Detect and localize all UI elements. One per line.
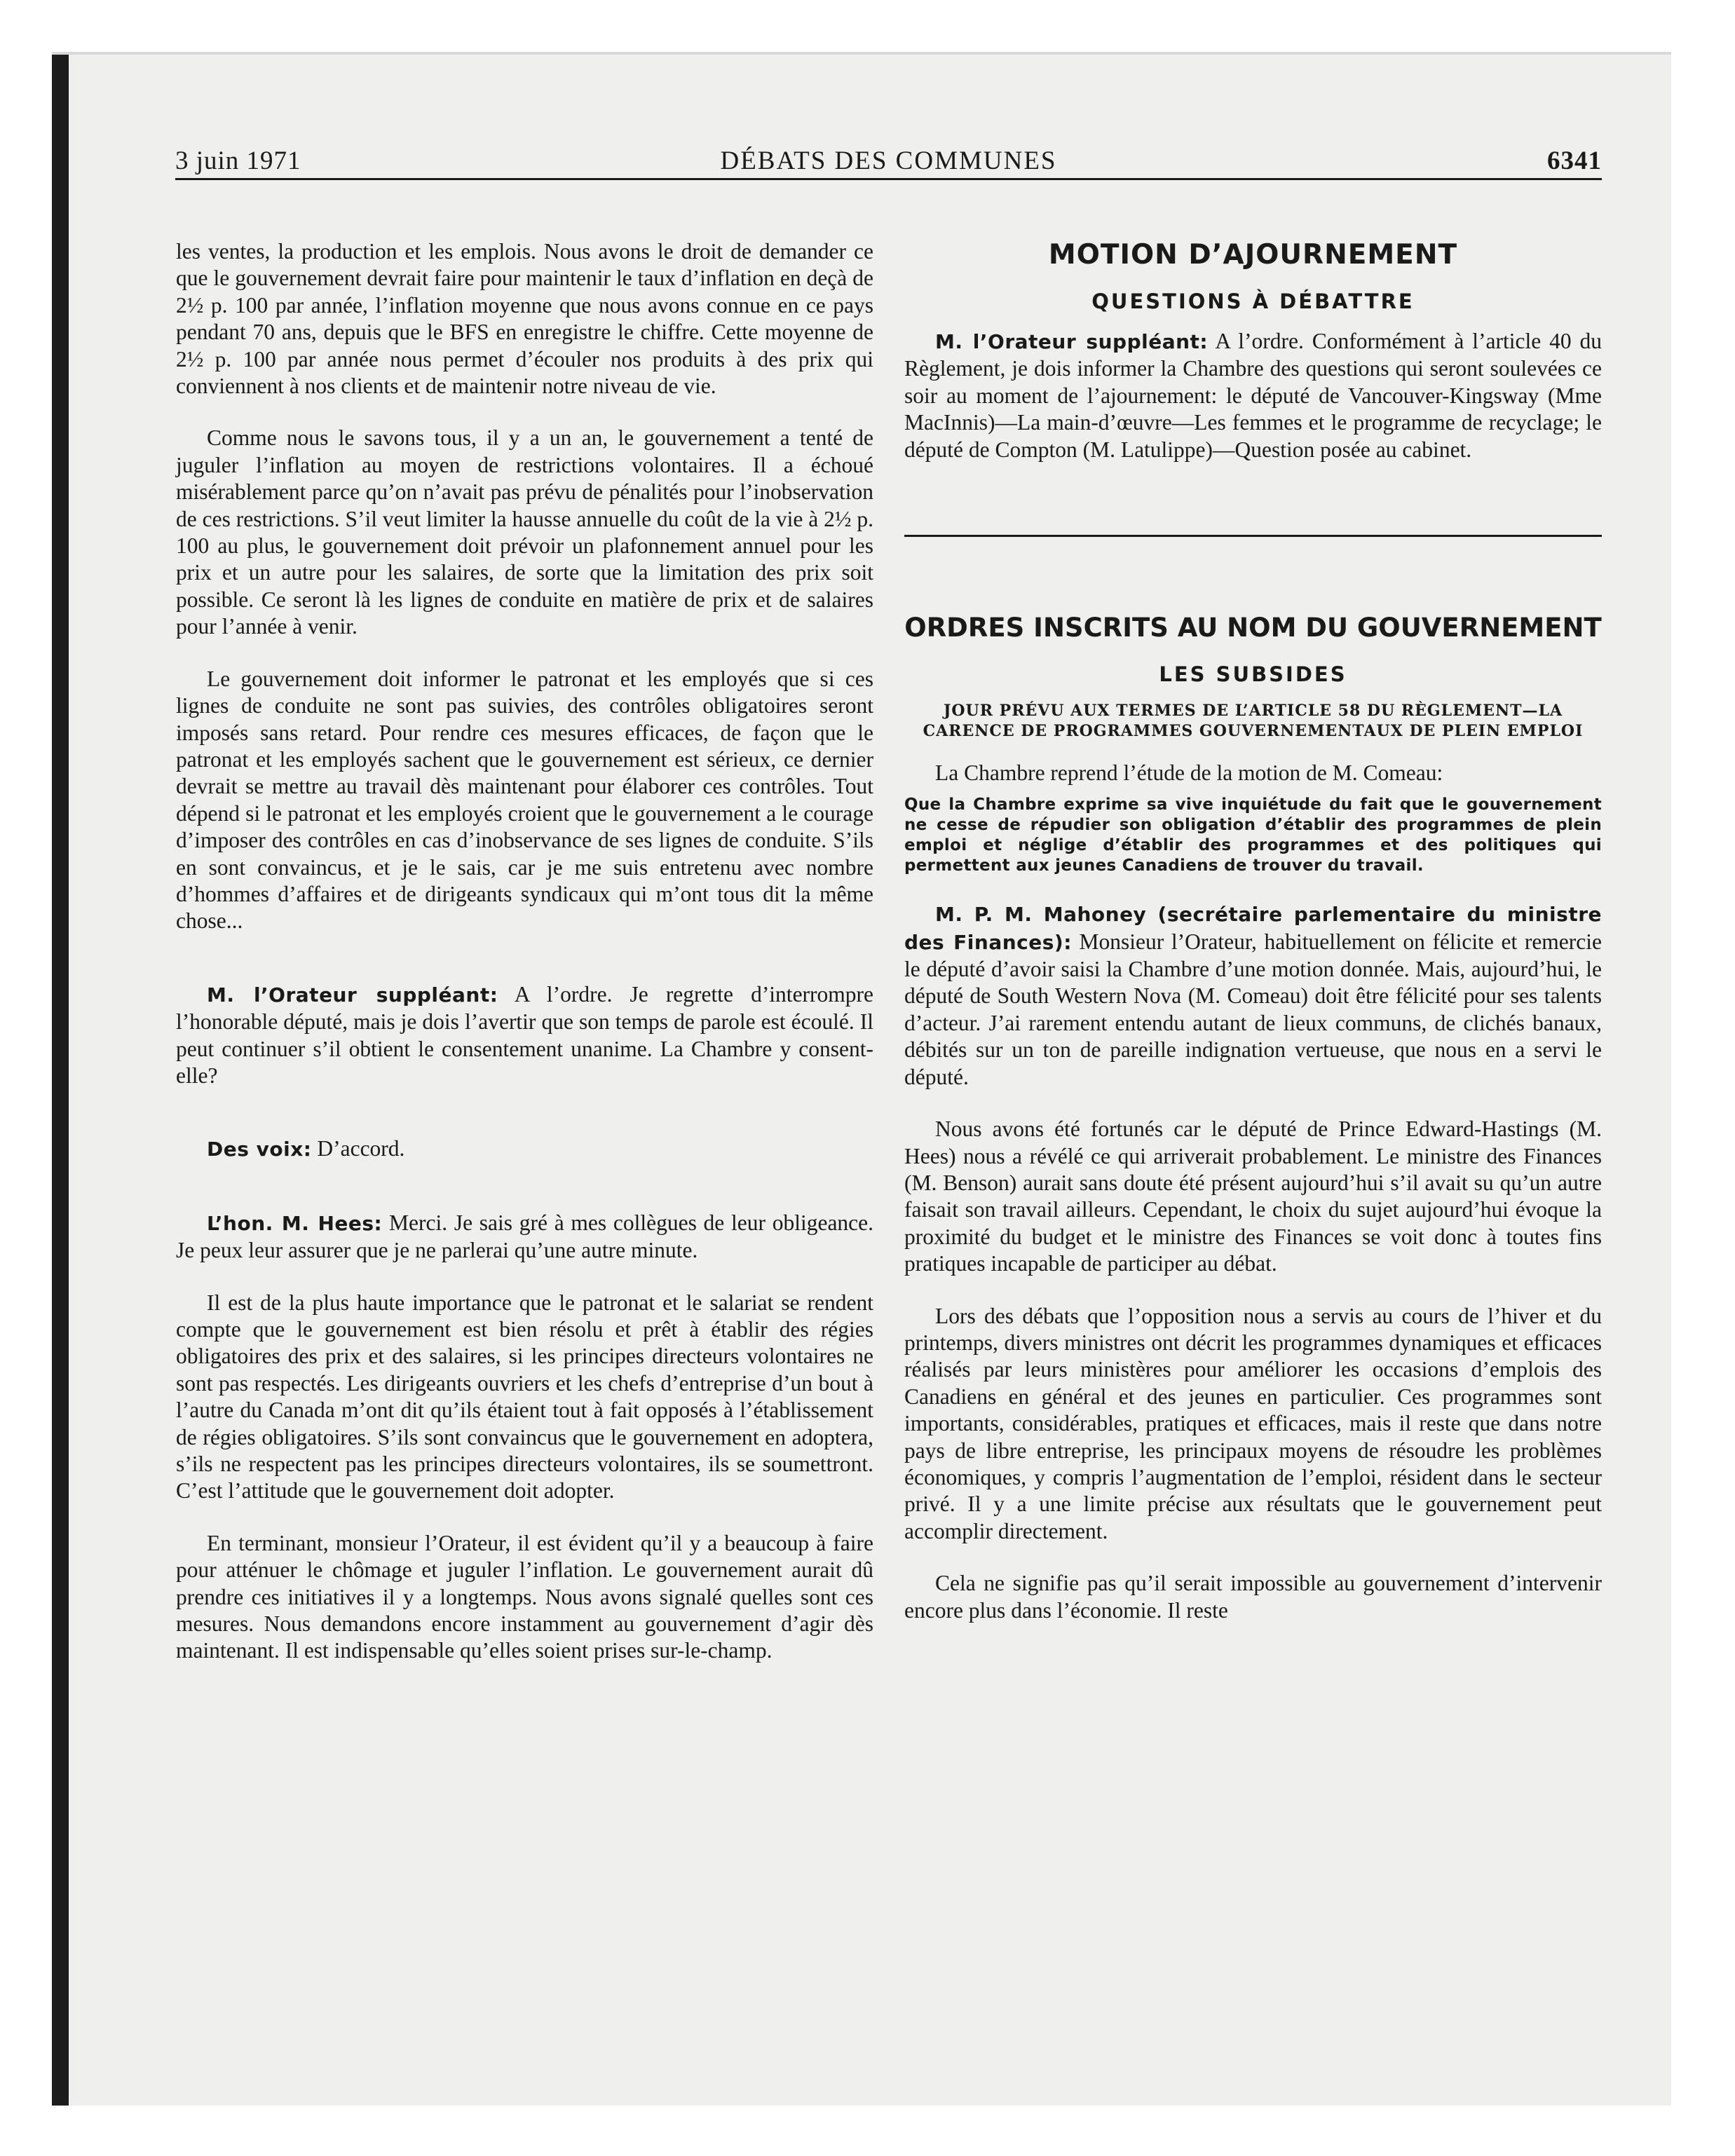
- left-column: [176, 238, 873, 1665]
- scan-border: [52, 52, 69, 2106]
- header-title: DÉBATS DES COMMUNES: [720, 146, 1057, 175]
- paragraph: Lors des débats que l’opposition nous a servis au cours de l’hiver et du printemps, divers ministres ont décrit les programmes dynamiques et efficaces réalisés par leurs ministères pour améliorer les occasions d’emplois des Canadiens en général et des jeunes en particulier. Ces programmes sont importants, considérables, pratiques et efficaces, mais il reste que dans notre pays de libre entreprise, les principaux moyens de résoudre les problèmes économiques, y compris l’augmentation de l’emploi, résident dans le secteur privé. Il y a une limite précise aux résultats que le gouvernement peut accomplir directement.: [904, 1303, 1602, 1543]
- speech-paragraph: [904, 328, 1602, 463]
- speaker-name: M. P. M. Mahoney (secrétaire parlementaire du ministre des Finances):: [904, 903, 1602, 954]
- section-heading: ORDRES INSCRITS AU NOM DU GOUVERNEMENT: [904, 613, 1602, 643]
- paragraph: Le gouvernement doit informer le patronat et les employés que si ces lignes de conduite ne sont pas suivies, des contrôles obligatoires seront imposés sans retard. Pour rendre ces mesures efficaces, de façon que le patronat et les employés sachent que le gouvernement est sérieux, ce dernier devrait se mettre au travail dès maintenant pour élaborer ces contrôles. Tout dépend si le patronat et les employés croient que le gouvernement a le courage d’imposer des contrôles en cas d’inobservance de ses lignes de conduite. S’ils en sont convaincus, et je le sais, car je me suis entretenu avec nombre d’hommes d’affaires et de dirigeants syndicaux qui m’ont tous dit la même chose...: [176, 666, 873, 934]
- paragraph: Il est de la plus haute importance que le patronat et le salariat se rendent compte que le gouvernement est bien résolu et prêt à établir des régies obligatoires des prix et des salaires, si les principes directeurs volontaires ne sont pas respectés. Les dirigeants ouvriers et les chefs d’entreprise d’un bout à l’autre du Canada m’ont dit qu’ils étaient tout à fait opposés à l’établissement de régies obligatoires. S’ils sont convaincus que le gouvernement en adoptera, s’ils ne respectent pas les principes directeurs volontaires, ils se soumettront. C’est l’attitude que le gouvernement doit adopter.: [176, 1290, 873, 1503]
- paragraph: Comme nous le savons tous, il y a un an, le gouvernement a tenté de juguler l’inflation au moyen de restrictions volontaires. Il a échoué misérablement parce qu’on n’avait pas prévu de pénalités pour l’inobservation de ces restrictions. S’il veut limiter la hausse annuelle du coût de la vie à 2½ p. 100 au plus, le gouvernement doit prévoir un plafonnement annuel pour les prix et un autre pour les salaires, de sorte que la limitation des prix soit possible. Ce seront là les lignes de conduite en matière de prix et de salaires pour l’année à venir.: [176, 425, 873, 639]
- page-number: 6341: [1547, 146, 1602, 175]
- section-divider: [904, 535, 1602, 537]
- speaker-name: M. l’Orateur suppléant:: [207, 983, 498, 1007]
- section-subheading: LES SUBSIDES: [1159, 662, 1347, 687]
- paragraph: La Chambre reprend l’étude de la motion de M. Comeau:: [935, 760, 1443, 786]
- section-heading: MOTION D’AJOURNEMENT: [1048, 239, 1458, 271]
- speech-text: A l’ordre. Je regrette d’interrompre l’honorable député, mais je dois l’avertir que son temps de parole est écoulé. Il peut continuer s’il obtient le consentement unanime. La Chambre y consent-elle?: [176, 981, 873, 1088]
- speaker-name: L’hon. M. Hees:: [207, 1211, 383, 1235]
- speech-paragraph: [176, 1210, 873, 1264]
- paragraph: les ventes, la production et les emplois. Nous avons le droit de demander ce que le gouvernement devrait faire pour maintenir le taux d’inflation en deçà de 2½ p. 100 par année, l’inflation moyenne que nous avons connue en ce pays pendant 70 ans, depuis que le BFS en enregistre le chiffre. Cette moyenne de 2½ p. 100 par année nous permet d’écouler nos produits à des prix qui conviennent à nos clients et de maintenir notre niveau de vie.: [176, 239, 873, 399]
- speaker-name: M. l’Orateur suppléant:: [935, 330, 1209, 353]
- header-date: 3 juin 1971: [175, 146, 301, 175]
- speech-text: A l’ordre. Conformément à l’article 40 du Règlement, je dois informer la Chambre des questions qui seront soulevées ce soir au moment de l’ajournement: le député de Vancouver-Kingsway (Mme MacInnis)—La main-d’œuvre—Les femmes et le programme de recyclage; le député de Compton (M. Latulippe)—Question posée au cabinet.: [904, 329, 1602, 462]
- paragraph: Nous avons été fortunés car le député de Prince Edward-Hastings (M. Hees) nous a révélé ce qui arriverait probablement. Le ministre des Finances (M. Benson) aurait sans doute été présent aujourd’hui s’il avait su qu’un autre faisait son travail ailleurs. Cependant, le choix du sujet aujourd’hui évoque la proximité du budget et le ministre des Finances se voit donc à toutes fins pratiques incapable de participer au débat.: [904, 1117, 1602, 1276]
- speech-paragraph: [904, 901, 1602, 1091]
- speech-paragraph: [176, 1135, 873, 1163]
- right-column: [904, 238, 1602, 1624]
- motion-text: Que la Chambre exprime sa vive inquiétude du fait que le gouvernement ne cesse de répudier son obligation d’établir des programmes de plein emploi et néglige d’établir des programmes et des politiques qui permettent aux jeunes Canadiens de trouver du travail.: [904, 796, 1602, 875]
- paragraph: Cela ne signifie pas qu’il serait impossible au gouvernement d’intervenir encore plus dans l’économie. Il reste: [904, 1571, 1602, 1623]
- speech-text: D’accord.: [317, 1136, 405, 1161]
- speech-text: Monsieur l’Orateur, habituellement on félicite et remercie le député d’avoir saisi la Chambre d’une motion donnée. Mais, aujourd’hui, le député de South Western Nova (M. Comeau) doit être félicité pour ses talents d’acteur. J’ai rarement entendu autant de lieux communs, de clichés banaux, débités sur un ton de pareille indignation vertueuse, que nous en a servi le député.: [904, 929, 1602, 1089]
- speech-paragraph: [176, 981, 873, 1090]
- speech-text: Merci. Je sais gré à mes collègues de leur obligeance. Je peux leur assurer que je ne parlerai qu’une autre minute.: [176, 1210, 874, 1263]
- speaker-name: Des voix:: [207, 1138, 312, 1161]
- section-subheading: QUESTIONS À DÉBATTRE: [1091, 289, 1415, 313]
- paragraph: En terminant, monsieur l’Orateur, il est évident qu’il y a beaucoup à faire pour atténuer le chômage et juguler l’inflation. Le gouvernement aurait dû prendre ces initiatives il y a longtemps. Nous avons signalé quelles sont ces mesures. Nous demandons encore instamment au gouvernement d’agir dès maintenant. Il est indispensable qu’elles soient prises sur-le-champ.: [176, 1530, 873, 1663]
- running-header: [175, 146, 1602, 179]
- header-rule: [175, 178, 1602, 180]
- order-title: JOUR PRÉVU AUX TERMES DE L’ARTICLE 58 DU RÈGLEMENT—LA CARENCE DE PROGRAMMES GOUVERNEMENTAUX DE PLEIN EMPLOI: [923, 702, 1584, 741]
